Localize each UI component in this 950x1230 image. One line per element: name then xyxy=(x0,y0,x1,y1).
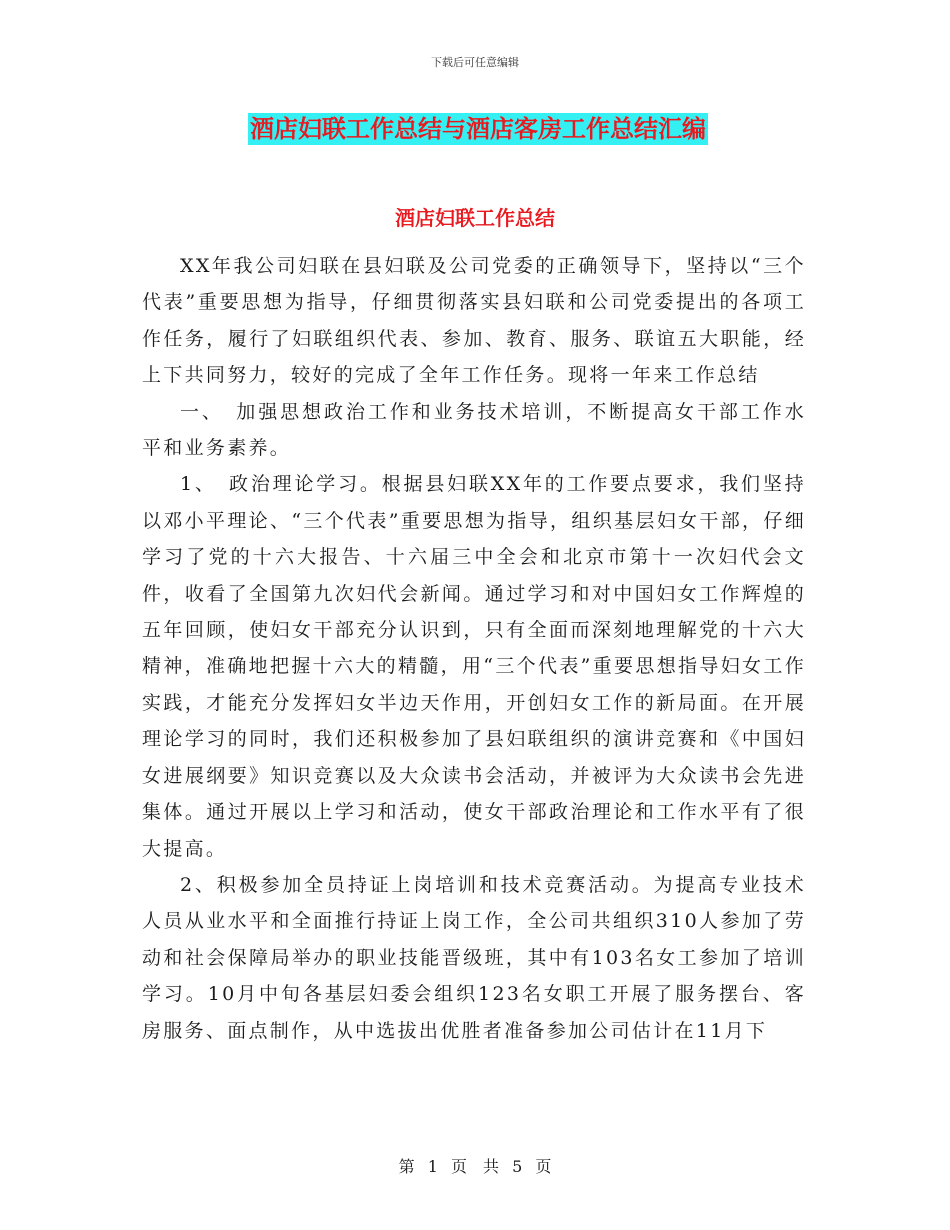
page-header-note: 下载后可任意编辑 xyxy=(431,56,519,69)
paragraph-heading-one: 一、 加强思想政治工作和业务技术培训，不断提高女干部工作水平和业务素养。 xyxy=(142,400,806,460)
section-title: 酒店妇联工作总结 xyxy=(395,206,555,230)
paragraph-item-1: 1、 政治理论学习。根据县妇联XX年的工作要点要求，我们坚持以邓小平理论、“三个代表”重要思想为指导，组织基层妇女干部，仔细学习了党的十六大报告、十六届三中全会和北京市第十一次妇代会文件，收看了全国第九次妇代会新闻。通过学习和对中国妇女工作辉煌的五年回顾，使妇女干部充分认识到，只有全面而深刻地理解党的十六大精神，准确地把握十六大的精髓，用“三个代表”重要思想指导妇女工作实践，才能充分发挥妇女半边天作用，开创妇女工作的新局面。在开展理论学习的同时，我们还积极参加了县妇联组织的演讲竞赛和《中国妇女进展纲要》知识竞赛以及大众读书会活动，并被评为大众读书会先进集体。通过开展以上学习和活动，使女干部政治理论和工作水平有了很大提高。 xyxy=(142,473,806,860)
page-total-number: 5 xyxy=(512,1157,523,1176)
page-current-number: 1 xyxy=(427,1157,438,1176)
page-footer xyxy=(0,1154,950,1177)
document-body xyxy=(142,248,806,1049)
paragraph-item-2: 2、积极参加全员持证上岗培训和技术竞赛活动。为提高专业技术人员从业水平和全面推行持证上岗工作，全公司共组织310人参加了劳动和社会保障局举办的职业技能晋级班，其中有103名女工参加了培训学习。10月中旬各基层妇委会组织123名女职工开展了服务摆台、客房服务、面点制作，从中选拔出优胜者准备参加公司估计在11月下 xyxy=(142,873,806,1042)
document-title: 酒店妇联工作总结与酒店客房工作总结汇编 xyxy=(250,114,706,143)
page-label-prefix: 第 xyxy=(398,1157,415,1176)
paragraph-intro: XX年我公司妇联在县妇联及公司党委的正确领导下，坚持以“三个代表”重要思想为指导，仔细贯彻落实县妇联和公司党委提出的各项工作任务，履行了妇联组织代表、参加、教育、服务、联谊五大职能，经上下共同努力，较好的完成了全年工作任务。现将一年来工作总结 xyxy=(142,255,806,387)
page-label-suffix: 页 xyxy=(535,1157,552,1176)
page-label-middle: 页 共 xyxy=(450,1157,499,1176)
